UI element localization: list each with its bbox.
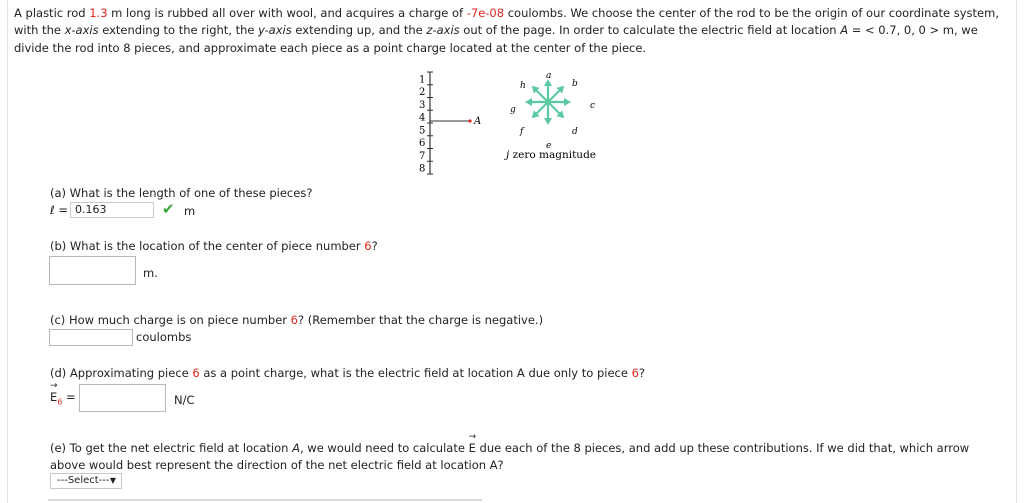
arrow-label: e <box>546 141 552 151</box>
charge-input[interactable] <box>49 329 133 346</box>
question-d-label: (d) Approximating piece 6 as a point charge, what is the electric field at location A due only to piece 6? <box>50 366 646 380</box>
piece-number: 5 <box>419 125 426 137</box>
charge-value: -7e-08 <box>466 6 505 20</box>
direction-arrow <box>548 102 561 115</box>
arrow-label: c <box>590 101 596 111</box>
select-value: ---Select--- <box>57 475 110 486</box>
piece-number: 8 <box>419 163 426 175</box>
question-b-unit: m. <box>143 266 158 280</box>
arrow-head <box>544 118 552 125</box>
question-e-line1: (e) To get the net electric field at location A, we would need to calculate → E due each of the 8 pieces, and add up these contributions. If we did that, which arrow <box>50 432 970 455</box>
direction-arrow <box>535 89 548 102</box>
direction-arrow <box>548 89 561 102</box>
question-a-label: (a) What is the length of one of these pieces? <box>50 186 313 200</box>
piece-number: 2 <box>419 87 426 99</box>
question-b-label: (b) What is the location of the center of piece number 6? <box>50 239 378 253</box>
j-option-label: j zero magnitude <box>506 149 597 161</box>
piece-number: 1 <box>419 74 426 86</box>
chevron-down-icon: ▼ <box>109 476 116 485</box>
arrow-label: h <box>520 81 526 91</box>
length-input[interactable] <box>70 202 154 218</box>
length-input-value: 0.163 <box>75 203 107 216</box>
arrow-label: d <box>572 127 578 137</box>
arrow-label: b <box>572 79 578 89</box>
question-a-unit: m <box>184 204 196 218</box>
question-a-var: ℓ = <box>50 203 69 217</box>
direction-select[interactable] <box>50 473 122 489</box>
efield-input[interactable] <box>79 384 166 412</box>
rod-length-value: 1.3 <box>89 6 108 20</box>
piece-number: 6 <box>419 138 426 150</box>
arrow-label: a <box>546 71 552 81</box>
question-d-unit: N/C <box>174 393 195 407</box>
arrow-labels <box>510 71 595 151</box>
rod-diagram <box>400 68 640 178</box>
rod-figure <box>400 68 640 178</box>
location-A-label: A <box>474 116 482 127</box>
location-input[interactable] <box>49 256 136 285</box>
question-c-label: (c) How much charge is on piece number 6? (Remember that the charge is negative.) <box>50 313 544 327</box>
piece-numbers <box>419 74 425 174</box>
efield-var: → $E_6$ = <box>50 381 76 407</box>
arrow-head <box>525 98 532 106</box>
problem-statement: A plastic rod 1.3 m long is rubbed all over with wool, and acquires a charge of -7e-08 coulombs. We choose the center of the rod to be the origin of our coordinate system, with the x-axis extending to the right, the y-axis extending up, and the z-axis out of the page. In order to calculate the electric field at location A = < 0.7, 0, 0 > m, we divide the rod into 8 pieces, and approximate each piece as a point charge located at the center of the piece. <box>14 6 999 55</box>
location-A-dot <box>468 119 471 122</box>
arrow-label: f <box>520 127 524 137</box>
arrow-head <box>564 98 571 106</box>
piece-number: 7 <box>419 150 426 162</box>
direction-arrows-star <box>525 79 571 125</box>
direction-arrow <box>535 102 548 115</box>
question-c-unit: coulombs <box>136 330 192 344</box>
divider <box>48 499 482 501</box>
piece-number: 4 <box>419 112 426 124</box>
piece-number: 3 <box>419 99 426 111</box>
question-e-line2: above would best represent the direction of the net electric field at location A? <box>50 458 504 472</box>
arrow-label: g <box>510 105 516 115</box>
checkmark-icon: ✔ <box>162 200 175 218</box>
